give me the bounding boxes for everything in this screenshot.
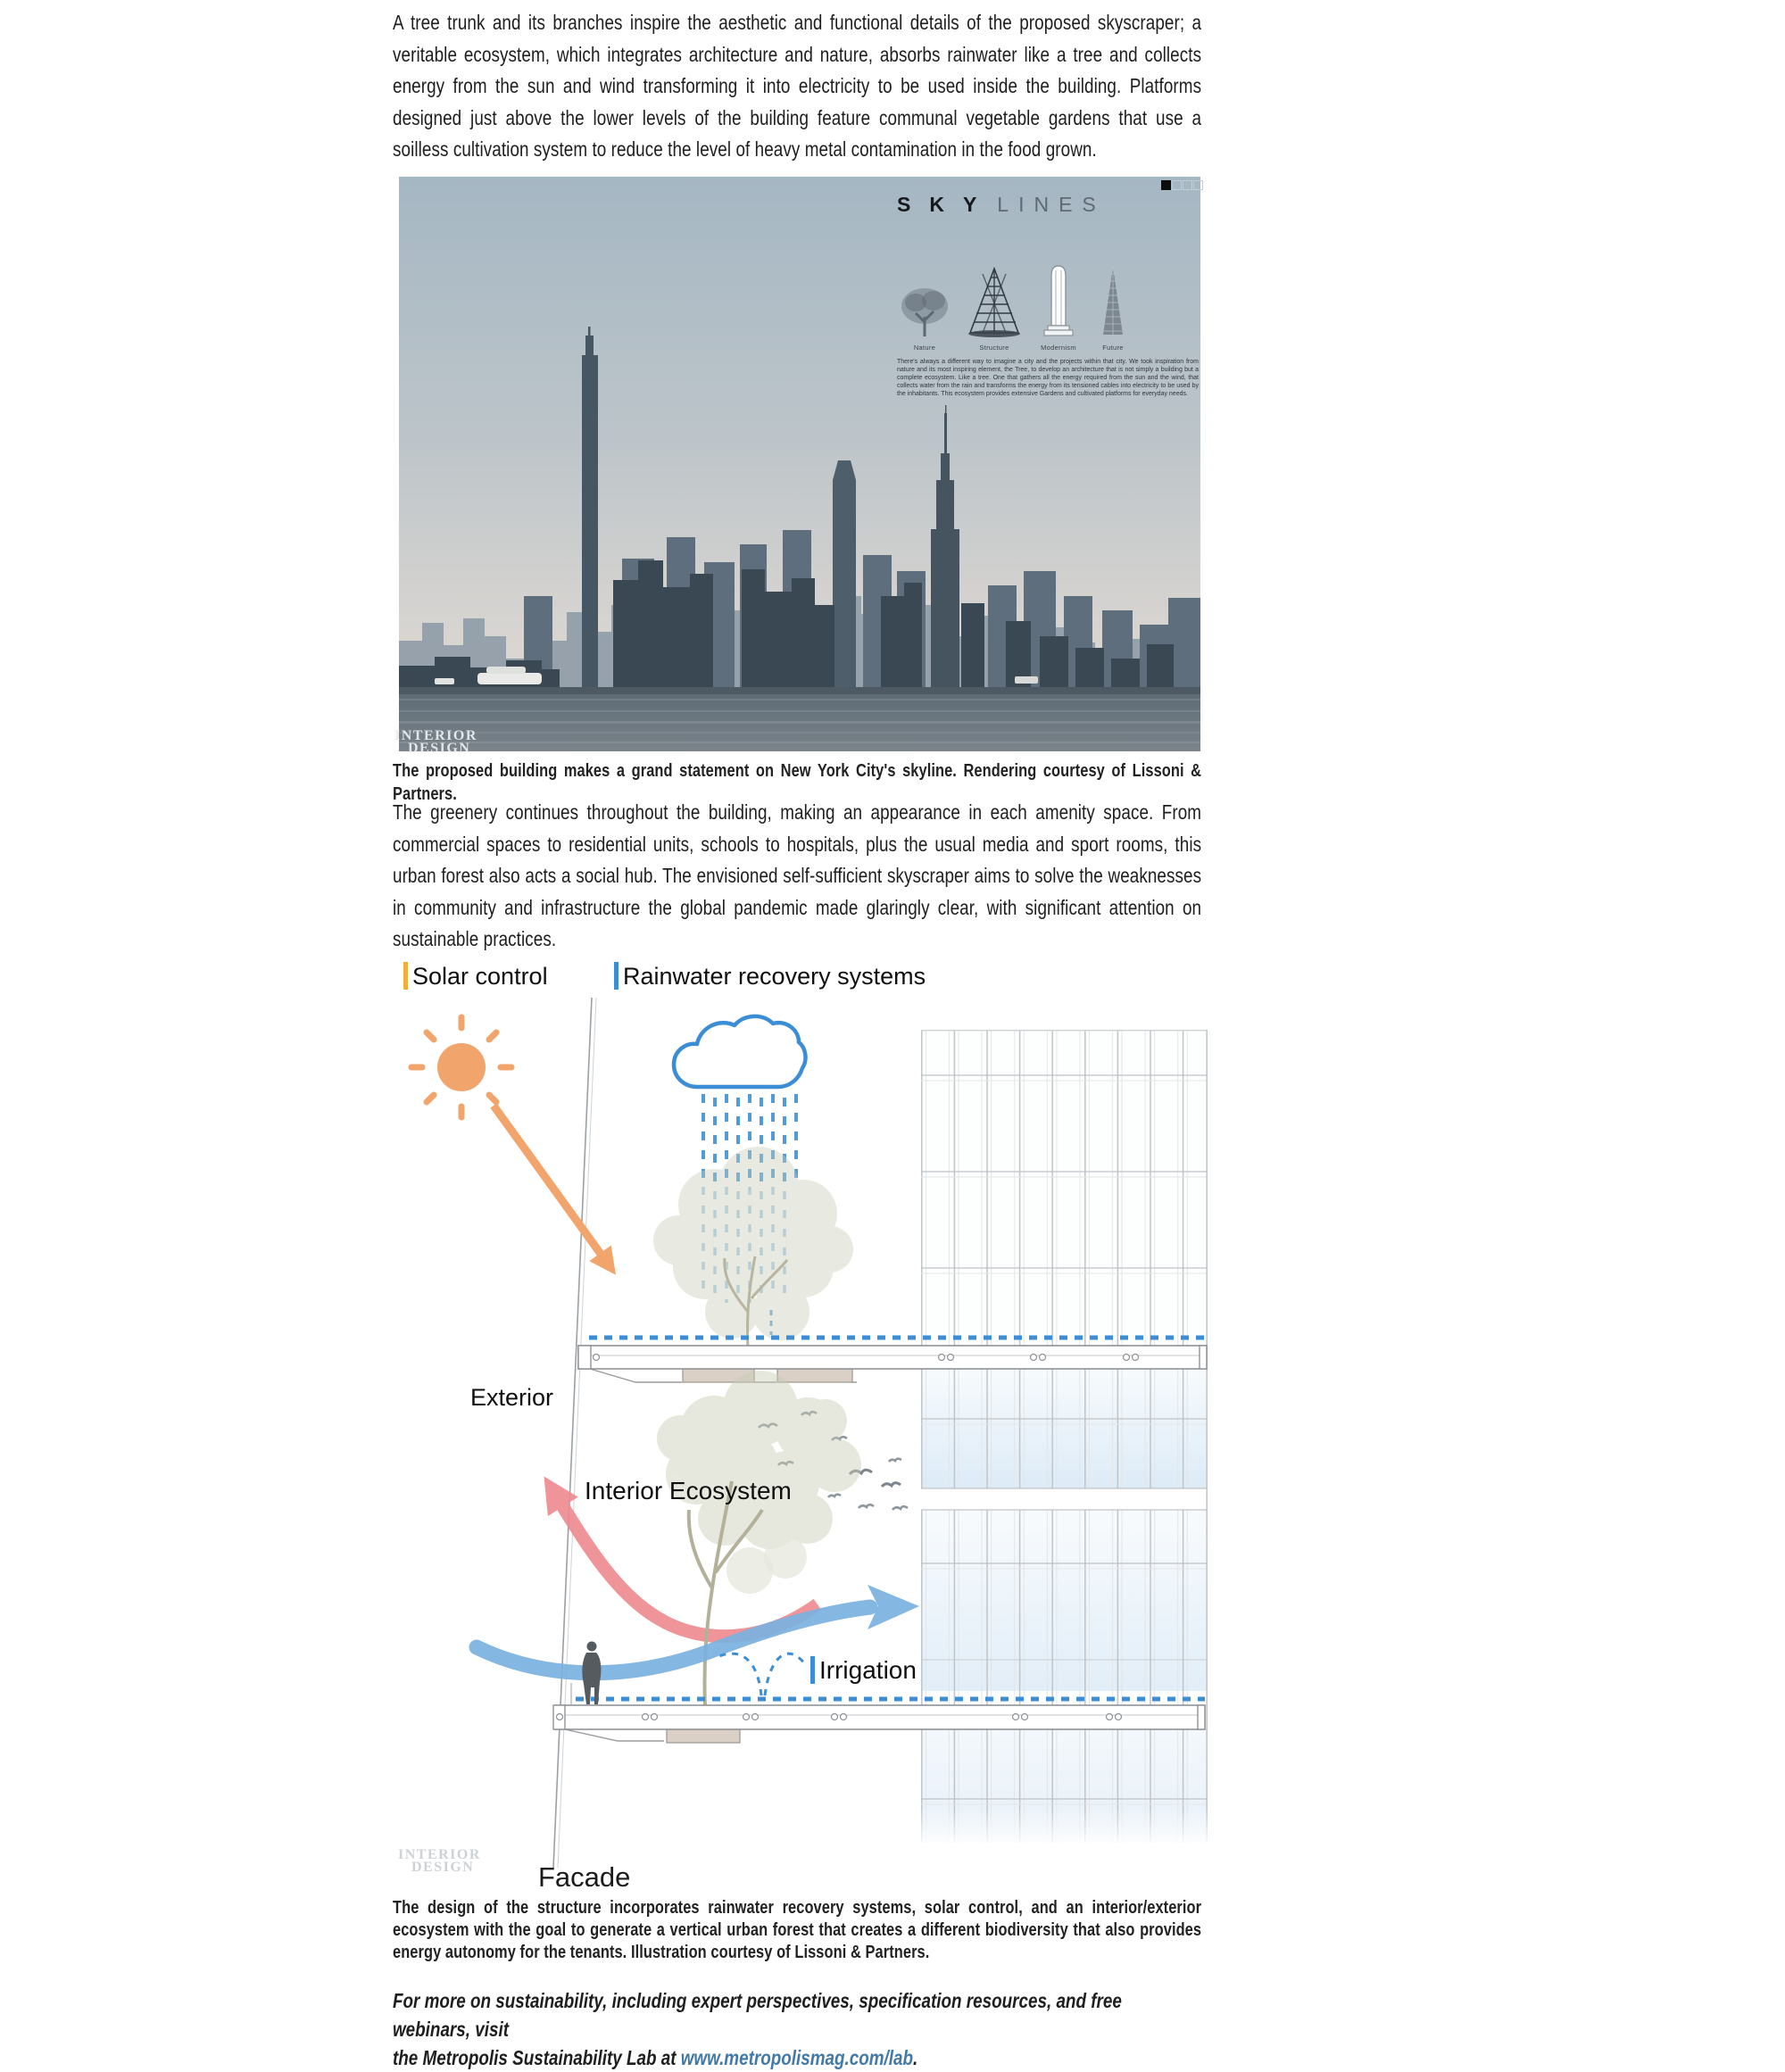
watermark-line: DESIGN [411,1860,475,1875]
poster-icon-label: Structure [979,344,1009,352]
tapered-skyscraper-icon [1098,265,1128,338]
watermark-line: DESIGN [408,741,471,756]
poster-icon-nature [899,266,951,352]
lattice-cone-icon [967,267,1022,338]
facade-label: Facade [538,1861,631,1893]
solar-ray-arrow [494,1106,610,1266]
hero-caption: The proposed building makes a grand statement on New York City's skyline. Rendering courtesy of Lissoni & Partners. [393,761,1202,804]
footer-period: . [913,2046,918,2069]
interior-design-watermark [394,730,477,755]
brand-lines-text: LINES [997,193,1106,216]
footer-note [393,1986,1201,2072]
poster-icon-future [1097,266,1129,352]
roof-garden-tree [653,1147,853,1349]
tapered-tower [833,460,856,687]
exterior-label: Exterior [470,1384,554,1411]
poster-icon-label: Modernism [1041,344,1076,352]
rain-cloud-icon [674,1016,805,1087]
interior-design-watermark [398,1849,481,1874]
shoreline-shadow [399,687,1200,694]
sustainability-lab-link[interactable]: www.metropolismag.com/lab [680,2046,914,2069]
footer-line1: For more on sustainability, including expert perspectives, specification resources, and free webinars, visit [393,1989,1122,2041]
irrigation-label [810,1656,917,1685]
solar-label-bar [403,962,408,990]
poster-icon-structure [967,266,1022,352]
tree-icon [900,286,950,338]
footer-line2-text: the Metropolis Sustainability Lab at [393,2046,681,2069]
poster-description: There's always a different way to imagine a city and the projects within that city. We took inspiration from nature and its most inspiring element, the Tree, to develop an architecture that is not simply a building but a complete ecosystem. Like a tree. One that gathers all the energy required from the sun and the wind, that collects water from the rain and transforms the energy from its tensioned cables into electricity to be used by the inhabitants. This ecosystem provides extensive Gardens and cultivated platforms for everyday needs. [897,359,1199,397]
poster-icon-label: Nature [913,344,936,352]
rainwater-label-text: Rainwater recovery systems [623,963,926,990]
irrigation-label-bar [810,1656,815,1684]
person-silhouette [582,1642,601,1705]
footer-line2 [393,2043,1201,2072]
poster-brand [897,193,1106,217]
watermark-line: INTERIOR [398,1847,481,1862]
supertall-tower [582,327,598,687]
brand-sky-text: SKY [897,193,996,216]
hero-rendering-image [399,177,1200,751]
solar-control-label [403,962,548,990]
poster-icon-label: Future [1102,344,1124,352]
rainwater-label-bar [614,962,619,990]
poster-squares-icon [1161,180,1203,190]
facade-cable-line [553,998,596,1868]
body-paragraph: The greenery continues throughout the building, making an appearance in each amenity space. From commercial spaces to residential units, schools to hospitals, plus the usual media and sport rooms, this urban forest also acts a social hub. The envisioned self-sufficient skyscraper aims to solve the weaknesses in community and infrastructure the global pandemic made glaringly clear, with significant attention on sustainable practices. [393,800,1202,950]
interior-ecosystem-label: Interior Ecosystem [585,1477,792,1504]
solar-label-text: Solar control [412,963,548,990]
irrigation-label-text: Irrigation [819,1656,917,1684]
intro-paragraph: A tree trunk and its branches inspire the aesthetic and functional details of the proposed skyscraper; a veritable ecosystem, which integrates architecture and nature, absorbs rainwater like a tree and collects energy from the sun and wind transforming it into electricity to be used inside the building. Platforms designed just above the lower levels of the building feature communal vegetable gardens that use a soilless cultivation system to reduce the level of heavy metal contamination in the food grown. [393,11,1202,161]
sun-icon [411,1017,511,1117]
skyline-illustration [399,177,1200,751]
facade-section-diagram [393,959,1209,1869]
obelisk-tower-icon [1041,263,1076,338]
rainwater-label [614,962,926,990]
irrigation-spray [719,1653,807,1695]
diagram-caption: The design of the structure incorporates rainwater recovery systems, solar control, and an interior/exterior ecosystem with the goal to generate a vertical urban forest that creates a different biodiversity that also provides energy autonomy for the tenants. Illustration courtesy of Lissoni & Partners. [393,1898,1202,1962]
poster-icon-modernism [1040,266,1077,352]
watermark-line: INTERIOR [394,728,477,743]
